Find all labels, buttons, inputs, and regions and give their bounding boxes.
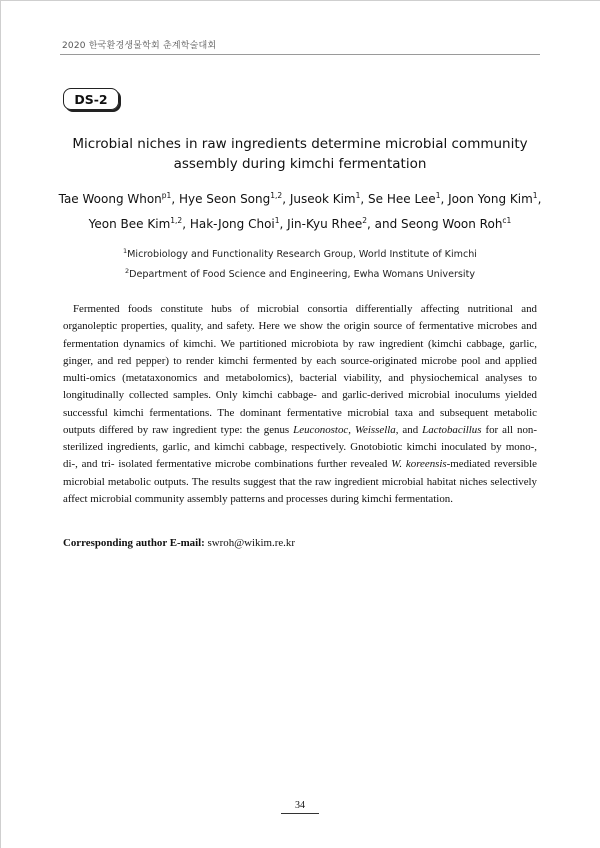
author-separator: , (171, 192, 179, 206)
author (89, 217, 183, 231)
author-name: Se Hee Lee (368, 192, 436, 206)
title-line-1: Microbial niches in raw ingredients determine microbial community (72, 136, 528, 152)
author-name: Seong Woon Roh (401, 217, 503, 231)
paper-title (60, 134, 540, 174)
abstract-text: , (348, 423, 355, 436)
affiliation (60, 263, 540, 283)
author-separator: , (360, 192, 369, 206)
author (448, 192, 537, 206)
author (190, 217, 280, 231)
affiliation-list (60, 243, 540, 283)
author (179, 192, 282, 206)
genus-name: Weissella (354, 423, 396, 436)
author-name: Yeon Bee Kim (88, 217, 171, 231)
author-affiliation-mark: 1,2 (170, 216, 183, 225)
author-separator: , (282, 192, 290, 206)
author-affiliation-mark: 1 (274, 216, 280, 225)
header-rule (60, 54, 540, 55)
abstract-body (63, 301, 537, 508)
page-border-left (0, 0, 1, 848)
author-name: Hak-Jong Choi (189, 217, 275, 231)
species-name: W. koreensis (391, 458, 447, 471)
abstract-text: -mediated reversible microbial metabolic outputs. The results suggest that the raw ingredient microbial habitat niches selectively affect microbial community assembly patterns and processes during kimchi fermentation. (63, 458, 537, 505)
author-name: Tae Woong Whon (58, 192, 162, 206)
genus-name: Leuconostoc (293, 423, 349, 436)
author (401, 217, 511, 231)
author-name: Jin-Kyu Rhee (287, 217, 363, 231)
author-separator: , (537, 192, 542, 206)
author-list (50, 185, 550, 235)
genus-name: Lactobacillus (422, 423, 482, 436)
abstract-text: Fermented foods constitute hubs of microbial consortia differentially affecting nutritional and organoleptic properties, quality, and safety. Here we show the origin source of fermentative microbes and fermentation dynamics of kimchi. We partitioned microbiota by raw ingredient (kimchi cabbage, garlic, ginger, and red pepper) to render kimchi fermented by each source-originated microbe pool and applied multi-omics (metataxonomics and metabolomics), bacterial viability, and physiochemical analyses to longitudinally collected samples. Only kimchi cabbage- and garlic-derived microbial inoculums yielded successful kimchi fermentations. The dominant fermentative microbial taxa and subsequent metabolic outputs differed by raw ingredient type: the genus (63, 303, 537, 436)
running-head: 2020 한국환경생물학회 춘계학술대회 (62, 41, 217, 51)
author-affiliation-mark: 2 (362, 216, 367, 225)
abstract-text: , and (395, 423, 423, 436)
author-separator: , (182, 217, 190, 231)
author-name: Juseok Kim (289, 192, 356, 206)
affiliation (60, 243, 540, 263)
author-affiliation-mark: 1 (435, 191, 441, 200)
author-affiliation-mark: p1 (161, 191, 172, 200)
author-affiliation-mark: 1,2 (270, 191, 283, 200)
affiliation-mark: 1 (123, 247, 128, 255)
corresponding-author (63, 537, 295, 549)
affiliation-text: Microbiology and Functionality Research Group, World Institute of Kimchi (127, 249, 477, 261)
author (368, 192, 440, 206)
author-name: Hye Seon Song (178, 192, 271, 206)
author-affiliation-mark: c1 (502, 216, 512, 225)
author-separator: , (440, 192, 449, 206)
author-separator: , and (367, 217, 402, 231)
title-line-2: assembly during kimchi fermentation (173, 156, 427, 172)
corresponding-label: Corresponding author E-mail: (63, 537, 205, 549)
affiliation-mark: 2 (124, 267, 130, 276)
author (287, 217, 367, 231)
abstract-text: for all non-sterilized ingredients, garlic, and kimchi cabbage, respectively. Gnotobiotic kimchi inoculated by mono-, di-, and tri- isolated fermentative microbe combinations further revealed (63, 423, 537, 471)
page-border-top (0, 0, 600, 1)
author-affiliation-mark: 1 (532, 191, 538, 200)
author-affiliation-mark: 1 (355, 191, 361, 200)
page-number: 34 (295, 800, 305, 811)
abstract-code-badge: DS-2 (63, 88, 119, 110)
author-name: Joon Yong Kim (448, 192, 533, 206)
affiliation-text: Department of Food Science and Engineering, Ewha Womans University (129, 269, 476, 281)
author-separator: , (279, 217, 288, 231)
author (59, 192, 172, 206)
corresponding-email: swroh@wikim.re.kr (204, 537, 295, 549)
page-number-rule (281, 813, 319, 814)
author (290, 192, 361, 206)
